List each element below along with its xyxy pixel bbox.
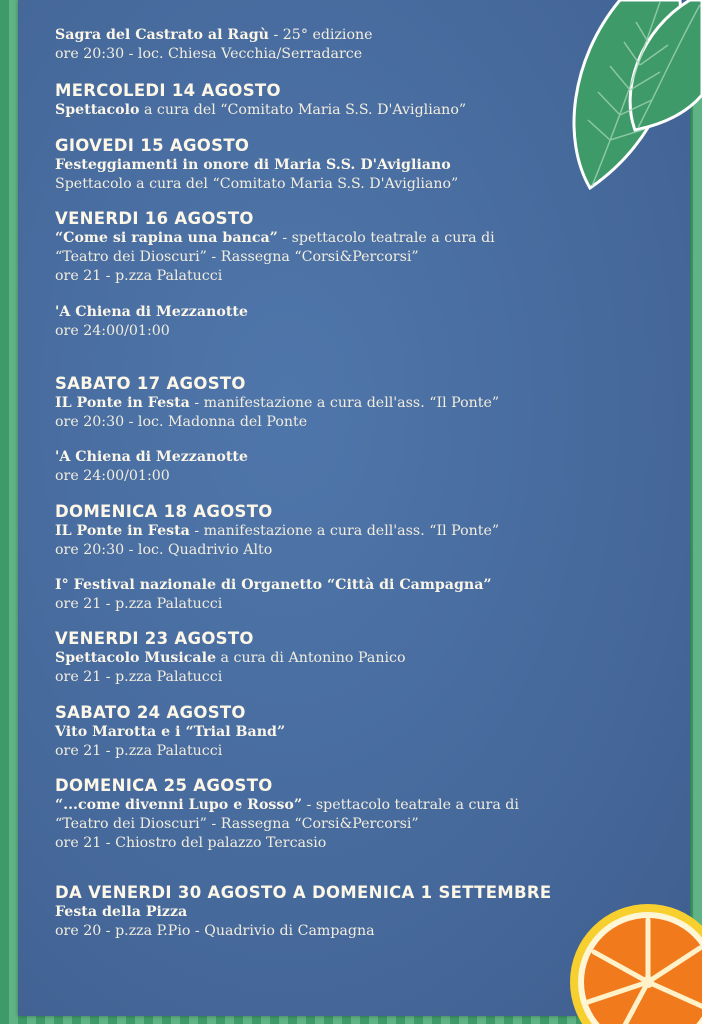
event-block: [55, 136, 655, 194]
event-detail: ore 20:30 - loc. Madonna del Ponte: [55, 414, 308, 430]
date-heading: DOMENICA 18 AGOSTO: [55, 502, 273, 521]
date-heading: VENERDI 16 AGOSTO: [55, 209, 254, 228]
event-block: [55, 26, 655, 64]
event-title: 'A Chiena di Mezzanotte: [55, 304, 248, 320]
event-detail: ore 20 - p.zza P.Pio - Quadrivio di Campagna: [55, 923, 375, 939]
event-detail: - spettacolo teatrale a cura di: [302, 797, 519, 813]
event-line: [55, 303, 655, 322]
event-block: [55, 576, 655, 614]
event-detail: - spettacolo teatrale a cura di: [277, 230, 495, 246]
event-detail: ore 21 - p.zza Palatucci: [55, 268, 223, 284]
event-block: [55, 776, 655, 853]
event-line: [55, 322, 655, 341]
event-line: [55, 541, 655, 560]
event-detail: a cura del “Comitato Maria S.S. D'Avigliano”: [139, 102, 467, 118]
event-block: [55, 883, 655, 941]
event-line: [55, 595, 655, 614]
event-line: [55, 834, 655, 853]
event-detail: ore 21 - Chiostro del palazzo Tercasio: [55, 835, 327, 851]
event-line: [55, 248, 655, 267]
event-title: Festa della Pizza: [55, 904, 188, 920]
event-title: IL Ponte in Festa: [55, 523, 190, 539]
event-title: Spettacolo: [55, 102, 140, 118]
event-block: [55, 303, 655, 341]
event-title: Spettacolo Musicale: [55, 650, 217, 666]
event-block: [55, 374, 655, 432]
event-line: [55, 156, 655, 175]
event-detail: ore 24:00/01:00: [55, 323, 170, 339]
event-line: [55, 903, 655, 922]
event-line: [55, 742, 655, 761]
event-line: [55, 576, 655, 595]
event-block: [55, 209, 655, 286]
event-line: [55, 45, 655, 64]
event-detail: “Teatro dei Dioscuri” - Rassegna “Corsi&Percorsi”: [55, 816, 419, 832]
event-detail: ore 20:30 - loc. Chiesa Vecchia/Serradarce: [55, 46, 363, 62]
date-heading: MERCOLEDI 14 AGOSTO: [55, 81, 281, 100]
event-line: [55, 796, 655, 815]
event-title: “...come divenni Lupo e Rosso”: [55, 797, 303, 813]
event-line: [55, 723, 655, 742]
date-heading: SABATO 24 AGOSTO: [55, 703, 246, 722]
event-detail: Spettacolo a cura del “Comitato Maria S.S. D'Avigliano”: [55, 176, 459, 192]
event-detail: ore 21 - p.zza Palatucci: [55, 669, 223, 685]
event-title: Vito Marotta e i “Trial Band”: [55, 724, 286, 740]
event-line: [55, 26, 655, 45]
event-line: [55, 413, 655, 432]
event-block: [55, 448, 655, 486]
event-detail: ore 21 - p.zza Palatucci: [55, 596, 223, 612]
event-line: [55, 267, 655, 286]
event-detail: ore 24:00/01:00: [55, 468, 170, 484]
date-heading: DOMENICA 25 AGOSTO: [55, 776, 273, 795]
event-line: [55, 448, 655, 467]
event-detail: a cura di Antonino Panico: [216, 650, 406, 666]
event-detail: ore 20:30 - loc. Quadrivio Alto: [55, 542, 273, 558]
event-block: [55, 502, 655, 560]
event-line: [55, 668, 655, 687]
event-detail: - manifestazione a cura dell'ass. “Il Ponte”: [189, 395, 500, 411]
event-line: [55, 922, 655, 941]
event-title: “Come si rapina una banca”: [55, 230, 278, 246]
date-heading: SABATO 17 AGOSTO: [55, 374, 246, 393]
event-title: I° Festival nazionale di Organetto “Città di Campagna”: [55, 577, 492, 593]
event-detail: ore 21 - p.zza Palatucci: [55, 743, 223, 759]
event-line: [55, 101, 655, 120]
event-line: [55, 394, 655, 413]
event-line: [55, 229, 655, 248]
event-block: [55, 629, 655, 687]
event-line: [55, 815, 655, 834]
event-title: Festeggiamenti in onore di Maria S.S. D'Avigliano: [55, 157, 451, 173]
event-block: [55, 81, 655, 120]
event-title: Sagra del Castrato al Ragù: [55, 27, 269, 43]
event-detail: - manifestazione a cura dell'ass. “Il Ponte”: [189, 523, 500, 539]
date-heading: VENERDI 23 AGOSTO: [55, 629, 254, 648]
event-block: [55, 703, 655, 761]
event-detail: - 25° edizione: [268, 27, 373, 43]
event-line: [55, 467, 655, 486]
event-line: [55, 175, 655, 194]
date-heading: DA VENERDI 30 AGOSTO A DOMENICA 1 SETTEMBRE: [55, 883, 552, 902]
date-heading: GIOVEDI 15 AGOSTO: [55, 136, 250, 155]
event-title: IL Ponte in Festa: [55, 395, 190, 411]
event-detail: “Teatro dei Dioscuri” - Rassegna “Corsi&Percorsi”: [55, 249, 419, 265]
event-line: [55, 649, 655, 668]
event-title: 'A Chiena di Mezzanotte: [55, 449, 248, 465]
event-line: [55, 522, 655, 541]
